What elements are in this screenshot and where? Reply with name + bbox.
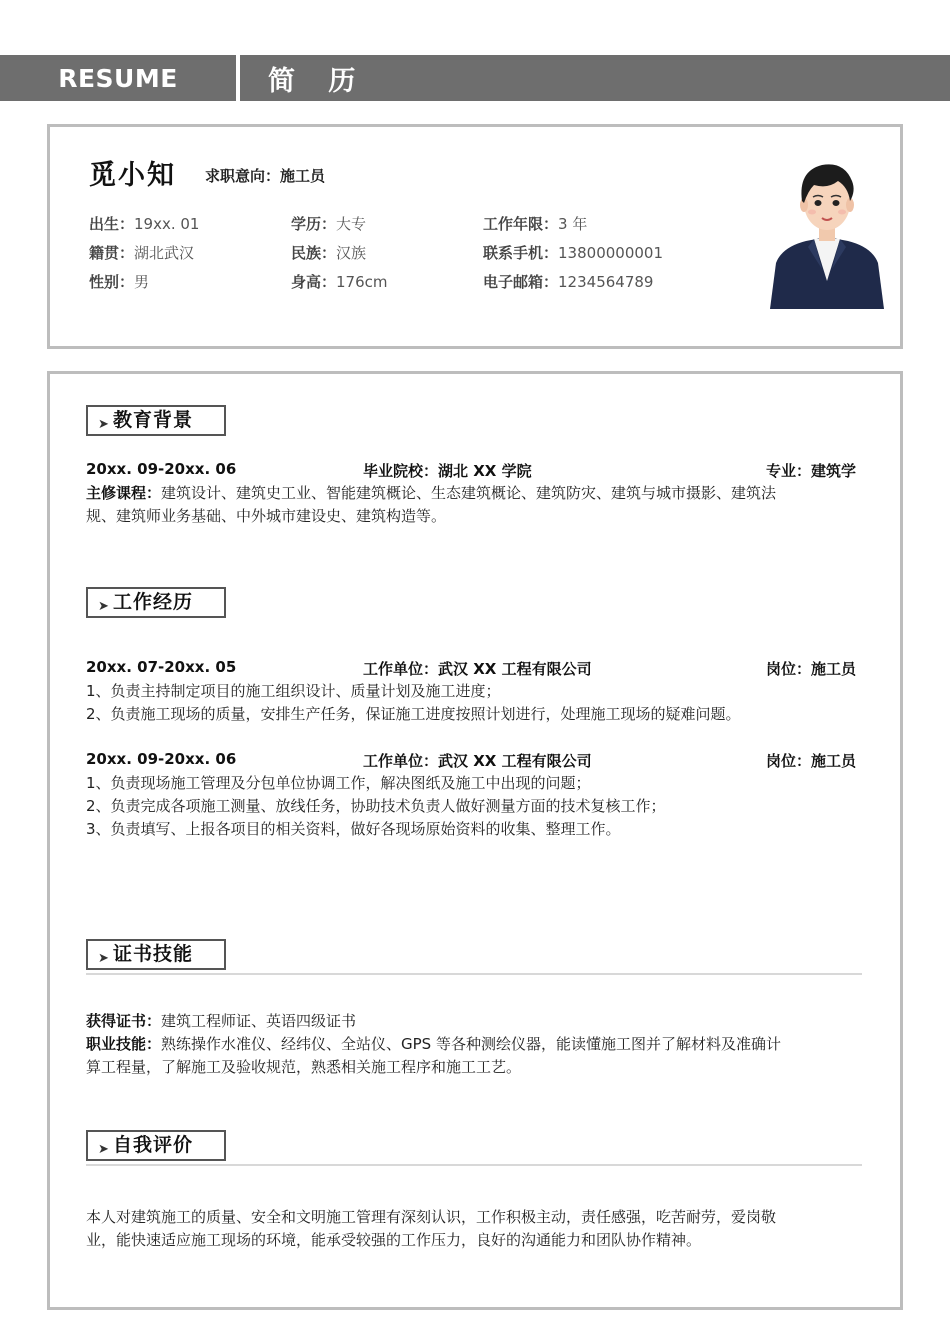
section-title: 自我评价 <box>113 1134 194 1156</box>
education-row <box>86 460 856 482</box>
job-position: 岗位：施工员 <box>765 752 856 770</box>
duty-item: 1、负责主持制定项目的施工组织设计、质量计划及施工进度； <box>86 682 501 700</box>
duty-item: 3、负责填写、上报各项目的相关资料，做好各现场原始资料的收集、整理工作。 <box>86 820 621 838</box>
info-phone: 联系手机：13800000001 <box>483 244 663 262</box>
resume-label: RESUME <box>0 55 236 101</box>
job-intent <box>205 165 325 186</box>
section-header-work <box>86 587 862 623</box>
section-divider <box>86 1164 862 1166</box>
info-height: 身高：176cm <box>291 273 388 291</box>
info-gender: 性别：男 <box>89 273 150 291</box>
profile-card <box>47 124 903 349</box>
info-ethnicity: 民族：汉族 <box>291 244 367 262</box>
resume-body <box>47 371 903 1310</box>
duty-item: 1、负责现场施工管理及分包单位协调工作，解决图纸及施工中出现的问题； <box>86 774 591 792</box>
duty-item: 2、负责施工现场的质量，安排生产任务，保证施工进度按照计划进行，处理施工现场的疑难问题。 <box>86 705 741 723</box>
info-email: 电子邮箱：1234564789 <box>483 273 654 291</box>
skills-content: 获得证书：建筑工程师证、英语四级证书 职业技能：熟练操作水准仪、经纬仪、全站仪、GPS 等各种测绘仪器，能读懂施工图并了解材料及准确计 算工程量，了解施工及验收规范，熟悉相关施工程序和施工工艺。 <box>86 1012 781 1076</box>
job-company: 工作单位：武汉 XX 工程有限公司 <box>363 660 592 678</box>
job-duties <box>86 772 858 841</box>
duty-item: 2、负责完成各项施工测量、放线任务，协助技术负责人做好测量方面的技术复核工作； <box>86 797 666 815</box>
info-birth: 出生：19xx. 01 <box>89 215 200 233</box>
education-major: 专业：建筑学 <box>765 462 856 480</box>
section-header-skills <box>86 939 862 975</box>
resume-title: 简 历 <box>240 55 950 101</box>
info-education: 学历：大专 <box>291 215 367 233</box>
section-title: 工作经历 <box>113 591 194 613</box>
info-years: 工作年限：3 年 <box>483 215 588 233</box>
job-row <box>86 750 856 772</box>
section-header-education <box>86 405 862 441</box>
arrow-icon: ➤ <box>98 417 109 432</box>
arrow-icon: ➤ <box>98 599 109 614</box>
job-row <box>86 658 856 680</box>
self-eval-content: 本人对建筑施工的质量、安全和文明施工管理有深刻认识，工作积极主动，责任感强，吃苦耐劳，爱岗敬 业，能快速适应施工现场的环境，能承受较强的工作压力，良好的沟通能力和团队协作精神。 <box>86 1208 777 1249</box>
arrow-icon: ➤ <box>98 951 109 966</box>
education-school: 毕业院校：湖北 XX 学院 <box>363 462 532 480</box>
education-courses: 主修课程：建筑设计、建筑史工业、智能建筑概论、生态建筑概论、建筑防灾、建筑与城市摄影、建筑法 规、建筑师业务基础、中外城市建设史、建筑构造等。 <box>86 484 777 525</box>
info-hometown: 籍贯：湖北武汉 <box>89 244 195 262</box>
education-period: 20xx. 09-20xx. 06 <box>86 460 237 478</box>
section-title: 证书技能 <box>113 943 194 965</box>
job-intent-label: 求职意向： <box>205 167 281 185</box>
section-divider <box>86 973 862 975</box>
job-period: 20xx. 07-20xx. 05 <box>86 658 237 676</box>
header-banner <box>0 55 950 101</box>
job-company: 工作单位：武汉 XX 工程有限公司 <box>363 752 592 770</box>
section-title: 教育背景 <box>113 409 194 431</box>
avatar <box>762 151 892 311</box>
job-duties <box>86 680 858 726</box>
candidate-name: 觅小知 <box>89 160 176 191</box>
section-header-self-eval <box>86 1130 862 1166</box>
job-intent-value: 施工员 <box>280 167 326 185</box>
job-period: 20xx. 09-20xx. 06 <box>86 750 237 768</box>
job-position: 岗位：施工员 <box>765 660 856 678</box>
arrow-icon: ➤ <box>98 1142 109 1157</box>
